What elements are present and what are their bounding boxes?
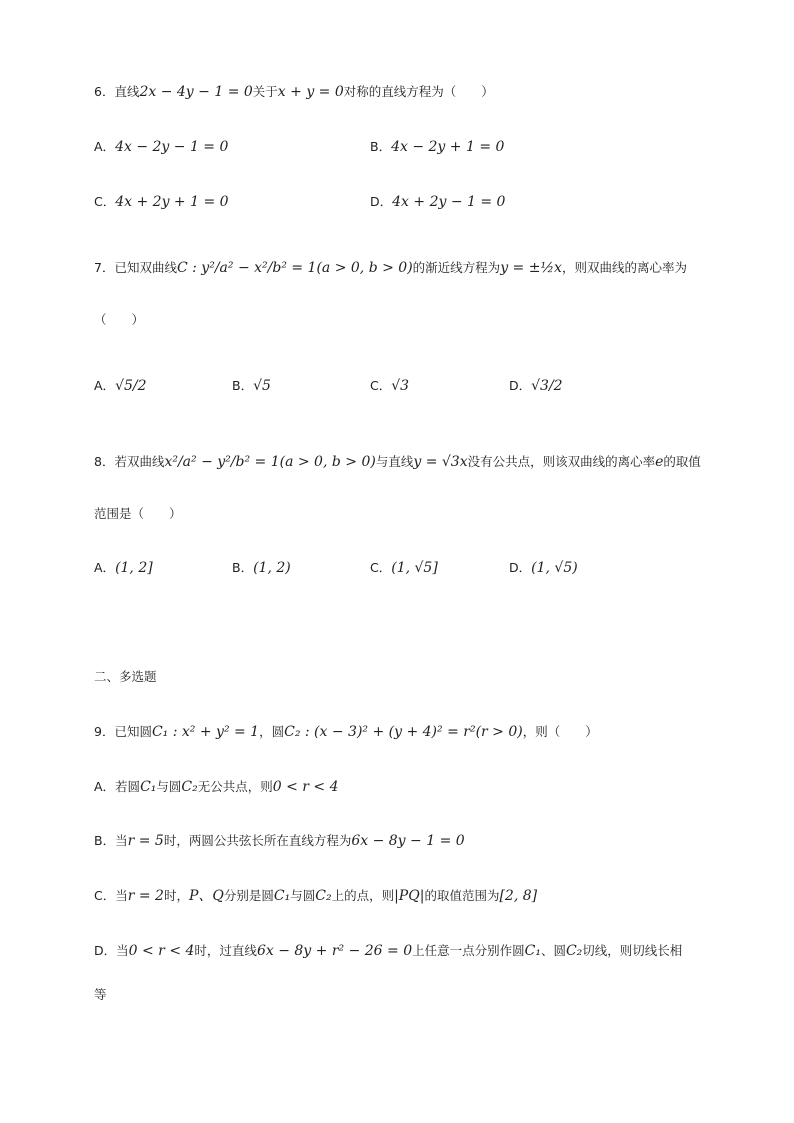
- q8-math: x²/a² − y²/b² = 1(a > 0, b > 0): [164, 454, 376, 470]
- q6-option-c[interactable]: [94, 192, 229, 212]
- q7-paren: （ ）: [94, 312, 145, 327]
- option-math: C₁: [140, 779, 157, 795]
- option-math: √5: [253, 378, 271, 394]
- option-mid4: 上的点，则: [331, 888, 395, 903]
- option-math: r = 5: [127, 833, 164, 849]
- option-math: √3: [391, 378, 410, 394]
- q7-stem-line2: [94, 310, 144, 330]
- option-label: A．若圆: [94, 779, 141, 794]
- option-math4: C₂: [315, 888, 332, 904]
- q6-stem: [94, 82, 494, 102]
- q6-text: 6．直线: [94, 84, 140, 99]
- option-mid3: 与圆: [290, 888, 316, 903]
- option-math: √5/2: [115, 378, 147, 394]
- option-label: A．: [94, 560, 116, 575]
- option-mid: 时，两圆公共弦长所在直线方程为: [163, 833, 352, 848]
- section-heading: [94, 667, 157, 687]
- q6-tail: 对称的直线方程为（ ）: [343, 84, 494, 99]
- option-math3: C₁: [273, 888, 291, 904]
- q7-option-a[interactable]: [94, 376, 147, 396]
- option-math6: [2, 8]: [499, 888, 538, 904]
- option-line2: 等: [94, 987, 107, 1002]
- q6-option-b[interactable]: [370, 137, 504, 157]
- q8-text: 8．若双曲线: [94, 454, 165, 469]
- option-label: B．: [232, 378, 254, 393]
- option-label: C．: [370, 378, 392, 393]
- option-label: D．: [509, 378, 532, 393]
- option-math: 0 < r < 4: [128, 943, 195, 959]
- option-math: 4x − 2y + 1 = 0: [391, 139, 505, 155]
- option-math: (1, √5): [531, 560, 578, 576]
- q9-math: C₁ : x² + y² = 1: [151, 724, 260, 740]
- q8-tail2: 的取值: [663, 454, 701, 469]
- q9-text: 9．已知圆: [94, 724, 152, 739]
- option-label: A．: [94, 139, 116, 154]
- option-math: 4x − 2y − 1 = 0: [115, 139, 229, 155]
- option-tail: 的取值范围为: [424, 888, 500, 903]
- option-label: C．: [370, 560, 392, 575]
- option-mid2: 上任意一点分别作圆: [412, 943, 525, 958]
- option-label: B．: [232, 560, 254, 575]
- q6-math2: x + y = 0: [277, 84, 344, 100]
- option-label: D．: [370, 194, 393, 209]
- option-math: 4x + 2y + 1 = 0: [115, 194, 229, 210]
- option-tail: 无公共点，则: [197, 779, 273, 794]
- q8-line2: 范围是（ ）: [94, 506, 182, 521]
- option-label: B．当: [94, 833, 128, 848]
- option-label: C．当: [94, 888, 128, 903]
- q8-stem: [94, 452, 701, 472]
- q6-option-d[interactable]: [370, 192, 505, 212]
- option-math5: |PQ|: [394, 888, 425, 904]
- option-mid: 时，过直线: [194, 943, 257, 958]
- option-label: C．: [94, 194, 116, 209]
- option-math: (1, √5]: [391, 560, 438, 576]
- option-math2: P、Q: [188, 888, 224, 904]
- option-math2: 6x − 8y + r² − 26 = 0: [256, 943, 413, 959]
- option-math2: 6x − 8y − 1 = 0: [351, 833, 465, 849]
- q8-option-a[interactable]: [94, 558, 153, 578]
- q9-option-d[interactable]: [94, 941, 682, 961]
- q9-option-b[interactable]: [94, 831, 465, 851]
- q9-math2: C₂ : (x − 3)² + (y + 4)² = r²(r > 0): [284, 724, 523, 740]
- option-math: r = 2: [127, 888, 164, 904]
- q9-option-a[interactable]: [94, 777, 339, 797]
- option-math: (1, 2]: [115, 560, 153, 576]
- q9-option-c[interactable]: [94, 886, 537, 906]
- option-math: (1, 2): [253, 560, 291, 576]
- q6-option-a[interactable]: [94, 137, 228, 157]
- option-mid: 与圆: [156, 779, 182, 794]
- option-math4: C₂: [565, 943, 583, 959]
- q8-tail: 没有公共点，则该双曲线的离心率: [467, 454, 656, 469]
- option-label: D．: [509, 560, 532, 575]
- option-tail: 切线，则切线长相: [582, 943, 683, 958]
- q7-stem: [94, 258, 687, 278]
- q7-mid: 的渐近线方程为: [412, 260, 501, 275]
- q8-math3: e: [655, 454, 664, 470]
- option-math2: C₂: [181, 779, 198, 795]
- option-math: 4x + 2y − 1 = 0: [392, 194, 506, 210]
- q7-math: C : y²/a² − x²/b² = 1(a > 0, b > 0): [176, 260, 413, 276]
- q8-option-b[interactable]: [232, 558, 291, 578]
- option-label: D．当: [94, 943, 129, 958]
- option-math3: C₁: [524, 943, 541, 959]
- q9-option-d-line2: [94, 985, 107, 1005]
- option-math: √3/2: [531, 378, 563, 394]
- q8-option-c[interactable]: [370, 558, 438, 578]
- q7-option-b[interactable]: [232, 376, 271, 396]
- option-label: B．: [370, 139, 392, 154]
- q7-math2: y = ±½x: [500, 260, 562, 276]
- q8-math2: y = √3x: [413, 454, 468, 470]
- option-math3: 0 < r < 4: [272, 779, 339, 795]
- option-mid3: 、圆: [540, 943, 566, 958]
- section-title: 二、多选题: [94, 669, 157, 684]
- q7-tail: ，则双曲线的离心率为: [561, 260, 687, 275]
- q7-option-c[interactable]: [370, 376, 409, 396]
- q6-math: 2x − 4y − 1 = 0: [139, 84, 253, 100]
- q9-mid: ，圆: [259, 724, 285, 739]
- q6-mid: 关于: [252, 84, 278, 99]
- q8-option-d[interactable]: [509, 558, 578, 578]
- option-mid2: 分别是圆: [223, 888, 274, 903]
- q7-option-d[interactable]: [509, 376, 563, 396]
- q8-stem-line2: [94, 504, 182, 524]
- q7-text: 7．已知双曲线: [94, 260, 177, 275]
- option-mid: 时，: [163, 888, 189, 903]
- q9-stem: [94, 722, 598, 742]
- q9-tail: ，则（ ）: [522, 724, 598, 739]
- option-label: A．: [94, 378, 116, 393]
- q8-mid: 与直线: [375, 454, 414, 469]
